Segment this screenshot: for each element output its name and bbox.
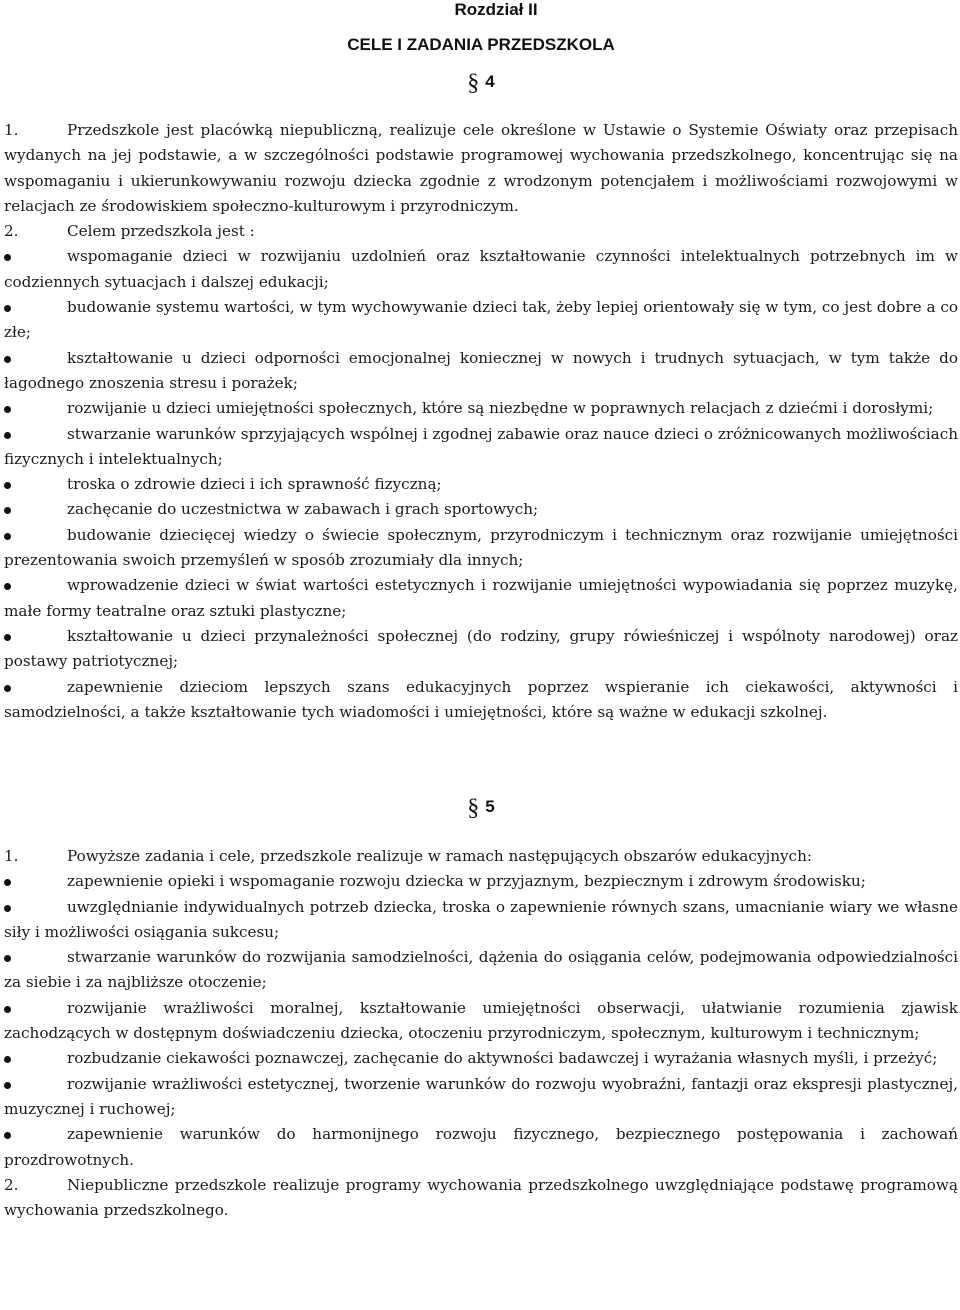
list-item [4,1122,958,1173]
numbered-point [4,844,958,869]
list-item-text: kształtowanie u dzieci przynależności społecznej (do rodziny, grupy rówieśniczej i wspólnoty narodowej) oraz postawy patriotycznej; [4,626,958,671]
list-item-text: rozwijanie wrażliwości estetycznej, tworzenie warunków do rozwoju wyobraźni, fantazji oraz ekspresji plastycznej, muzycznej i ruchowej; [4,1074,958,1118]
list-item-text: budowanie dziecięcej wiedzy o świecie społecznym, przyrodniczym i technicznym oraz rozwijanie umiejętności prezentowania swoich przemyśleń w sposób zrozumiały dla innych; [4,525,958,570]
point-number: 2. [4,222,19,241]
point-text: Powyższe zadania i cele, przedszkole realizuje w ramach następujących obszarów edukacyjnych: [67,847,812,865]
bullet-icon [4,583,11,590]
bullet-icon [4,879,11,886]
bullet-icon [4,482,11,489]
list-item [4,422,958,473]
bullet-icon [4,533,11,540]
bullet-icon [4,1056,11,1063]
list-item [4,1072,958,1123]
bullet-icon [4,254,11,261]
list-item [4,573,958,624]
list-item [4,497,958,522]
list-item [4,1046,958,1071]
list-item [4,346,958,397]
list-item-text: rozwijanie wrażliwości moralnej, kształtowanie umiejętności obserwacji, ułatwianie rozumienia zjawisk zachodzących w dostępnym doświadczeniu dziecka, otoczeniu przyrodniczym, społecznym, kulturowym i technicznym; [4,998,958,1043]
list-item [4,244,958,295]
bullet-icon [4,1132,11,1139]
list-item [4,869,958,894]
numbered-point [4,1173,958,1224]
list-item-text: zapewnienie dzieciom lepszych szans edukacyjnych poprzez wspieranie ich ciekawości, aktywności i samodzielności, a także kształtowanie tych wiadomości i umiejętności, które są ważne w edukacji szkolnej. [4,677,958,721]
point-text: Celem przedszkola jest : [67,222,255,241]
bullet-icon [4,507,11,514]
bullet-icon [4,685,11,692]
list-item [4,624,958,675]
list-item-text: stwarzanie warunków do rozwijania samodzielności, dążenia do osiągania celów, podejmowania odpowiedzialności za siebie i za najbliższe otoczenie; [4,948,958,992]
bullet-icon [4,634,11,641]
bullet-icon [4,305,11,312]
list-item [4,523,958,574]
section-4-body [4,118,958,725]
numbered-point [4,118,958,219]
list-item [4,675,958,726]
section-5-heading [4,795,958,822]
point-text: Przedszkole jest placówką niepubliczną, realizuje cele określone w Ustawie o Systemie Oświaty oraz przepisach wydanych na jej podstawie, a w szczególności podstawie programowej wychowania przedszkolnego, koncentrując się na wspomaganiu i ukierunkowywaniu rozwoju dziecka zgodnie z wrodzonym potencjałem i możliwościami rozwojowymi w relacjach ze środowiskiem społeczno-kulturowym i przyrodniczym. [4,121,958,215]
bullet-icon [4,432,11,439]
section-number: 4 [485,72,495,91]
section-number: 5 [485,797,495,816]
list-item [4,895,958,946]
bullet-icon [4,1006,11,1013]
list-item-text: stwarzanie warunków sprzyjających wspólnej i zgodnej zabawie oraz nauce dzieci o zróżnicowanych możliwościach fizycznych i intelektualnych; [4,424,958,468]
bullet-icon [4,406,11,413]
list-item-text: kształtowanie u dzieci odporności emocjonalnej koniecznej w nowych i trudnych sytuacjach, w tym także do łagodnego znoszenia stresu i porażek; [4,348,958,392]
section-sign: § [467,795,480,821]
section-5-body [4,844,958,1223]
list-item-text: rozwijanie u dzieci umiejętności społecznych, które są niezbędne w poprawnych relacjach z dziećmi i dorosłymi; [67,399,934,418]
list-item-text: budowanie systemu wartości, w tym wychowywanie dzieci tak, żeby lepiej orientowały się w tym, co jest dobre a co złe; [4,298,958,342]
list-item-text: wprowadzenie dzieci w świat wartości estetycznych i rozwijanie umiejętności wypowiadania się poprzez muzykę, małe formy teatralne oraz sztuki plastyczne; [4,576,958,620]
list-item [4,472,958,497]
point-number: 2. [4,1175,19,1194]
list-item-text: uwzględnianie indywidualnych potrzeb dziecka, troska o zapewnienie równych szans, umacnianie wiary we własne siły i możliwości osiągania sukcesu; [4,897,958,941]
list-item-text: zapewnienie warunków do harmonijnego rozwoju fizycznego, bezpiecznego postępowania i zachowań prozdrowotnych. [4,1125,958,1169]
chapter-subtitle: CELE I ZADANIA PRZEDSZKOLA [347,35,615,54]
numbered-point [4,219,958,244]
section-4-heading [4,70,958,97]
list-item-text: troska o zdrowie dzieci i ich sprawność fizyczną; [67,475,442,494]
point-text: Niepubliczne przedszkole realizuje programy wychowania przedszkolnego uwzględniające podstawę programową wychowania przedszkolnego. [4,1175,958,1220]
list-item-text: zapewnienie opieki i wspomaganie rozwoju dziecka w przyjaznym, bezpiecznym i zdrowym środowisku; [67,872,866,891]
bullet-icon [4,1082,11,1089]
point-number: 1. [4,121,19,139]
point-number: 1. [4,847,19,865]
bullet-icon [4,955,11,962]
list-item-text: wspomaganie dzieci w rozwijaniu uzdolnień oraz kształtowanie czynności intelektualnych potrzebnych im w codziennych sytuacjach i dalszej edukacji; [4,247,958,291]
section-sign: § [467,70,480,96]
list-item-text: zachęcanie do uczestnictwa w zabawach i grach sportowych; [67,500,539,519]
list-item [4,396,958,421]
list-item [4,295,958,346]
chapter-title: Rozdział II [454,0,538,19]
list-item [4,996,958,1047]
list-item-text: rozbudzanie ciekawości poznawczej, zachęcanie do aktywności badawczej i wyrażania własnych myśli, i przeżyć; [67,1049,938,1068]
bullet-icon [4,356,11,363]
bullet-icon [4,905,11,912]
list-item [4,945,958,996]
